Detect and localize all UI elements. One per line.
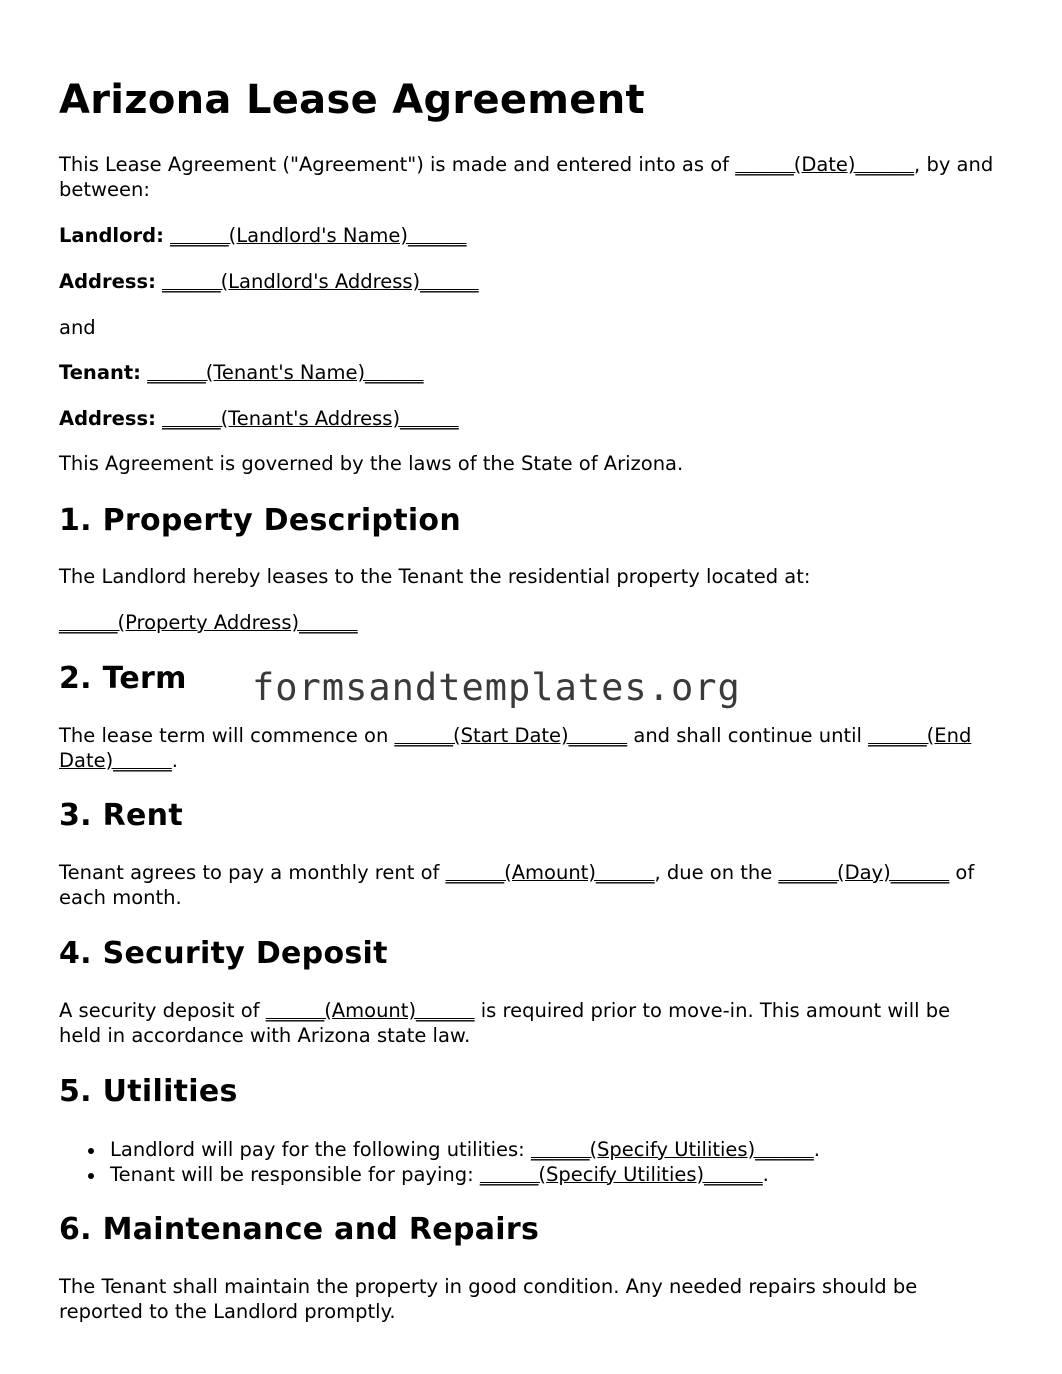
start-date-field: ______(Start Date)______: [394, 724, 628, 747]
deposit-text-a: A security deposit of: [59, 999, 266, 1022]
bullet-icon: [88, 1173, 94, 1179]
rent-day-field: ______(Day)______: [778, 861, 950, 884]
property-address-line: [59, 611, 994, 636]
property-text: The Landlord hereby leases to the Tenant the residential property located at:: [59, 565, 811, 588]
document-title: Arizona Lease Agreement: [59, 77, 645, 123]
utility-end-2: .: [762, 1162, 769, 1186]
tenant-name-field: ______(Tenant's Name)______: [147, 361, 424, 384]
intro-text: This Lease Agreement ("Agreement") is made and entered into as of: [59, 153, 736, 176]
watermark-text: formsandtemplates.org: [252, 666, 741, 709]
list-item: [59, 1138, 994, 1163]
section-heading-deposit: 4. Security Deposit: [59, 936, 388, 971]
rent-amount-field: ______(Amount)______: [445, 861, 655, 884]
landlord-address-field: ______(Landlord's Address)______: [162, 270, 479, 293]
tenant-line: [59, 361, 994, 386]
landlord-address-label: Address:: [59, 270, 156, 293]
rent-text-c: of each month.: [59, 861, 975, 909]
property-address-field: ______(Property Address)______: [59, 611, 358, 634]
term-text-c: .: [171, 748, 178, 772]
landlord-name-field: ______(Landlord's Name)______: [170, 224, 467, 247]
utility-field-2: ______(Specify Utilities)______: [479, 1162, 763, 1186]
landlord-label: Landlord:: [59, 224, 164, 247]
utility-text-2: Tenant will be responsible for paying:: [110, 1162, 480, 1186]
tenant-address-field: ______(Tenant's Address)______: [162, 407, 459, 430]
utility-end-1: .: [813, 1138, 820, 1161]
end-date-field: ______(End Date)______: [59, 724, 972, 772]
landlord-address-line: [59, 270, 994, 295]
tenant-address-label: Address:: [59, 407, 156, 430]
section-heading-property: 1. Property Description: [59, 503, 461, 538]
governing-text: This Agreement is governed by the laws of the State of Arizona.: [59, 452, 684, 475]
section-heading-maintenance: 6. Maintenance and Repairs: [59, 1212, 540, 1247]
bullet-icon: [88, 1148, 94, 1154]
deposit-paragraph: [59, 999, 994, 1048]
utility-text-1: Landlord will pay for the following utilities:: [110, 1138, 531, 1161]
tenant-address-line: [59, 407, 994, 432]
section-heading-utilities: 5. Utilities: [59, 1074, 238, 1109]
maintenance-text: The Tenant shall maintain the property in good condition. Any needed repairs should be reported to the Landlord promptly.: [59, 1275, 918, 1323]
intro-paragraph: [59, 153, 994, 202]
utilities-list: [59, 1138, 994, 1187]
utility-field-1: ______(Specify Utilities)______: [530, 1138, 814, 1161]
term-text-a: The lease term will commence on: [59, 724, 395, 747]
list-item: [59, 1163, 994, 1188]
tenant-label: Tenant:: [59, 361, 141, 384]
rent-paragraph: [59, 861, 994, 910]
term-paragraph: [59, 724, 994, 773]
intro-line2: , by and between:: [59, 153, 994, 201]
rent-text-b: , due on the: [654, 861, 779, 884]
section-heading-rent: 3. Rent: [59, 798, 183, 833]
section-heading-term: 2. Term: [59, 661, 187, 696]
deposit-amount-field: ______(Amount)______: [265, 999, 475, 1022]
deposit-text-b: is required prior to move-in. This amount will be held in accordance with Arizona state law.: [59, 999, 951, 1047]
rent-text-a: Tenant agrees to pay a monthly rent of: [59, 861, 446, 884]
term-text-b: and shall continue until: [627, 724, 869, 747]
landlord-line: [59, 224, 994, 249]
date-field: ______(Date)______: [735, 153, 915, 176]
and-text: and: [59, 316, 96, 339]
